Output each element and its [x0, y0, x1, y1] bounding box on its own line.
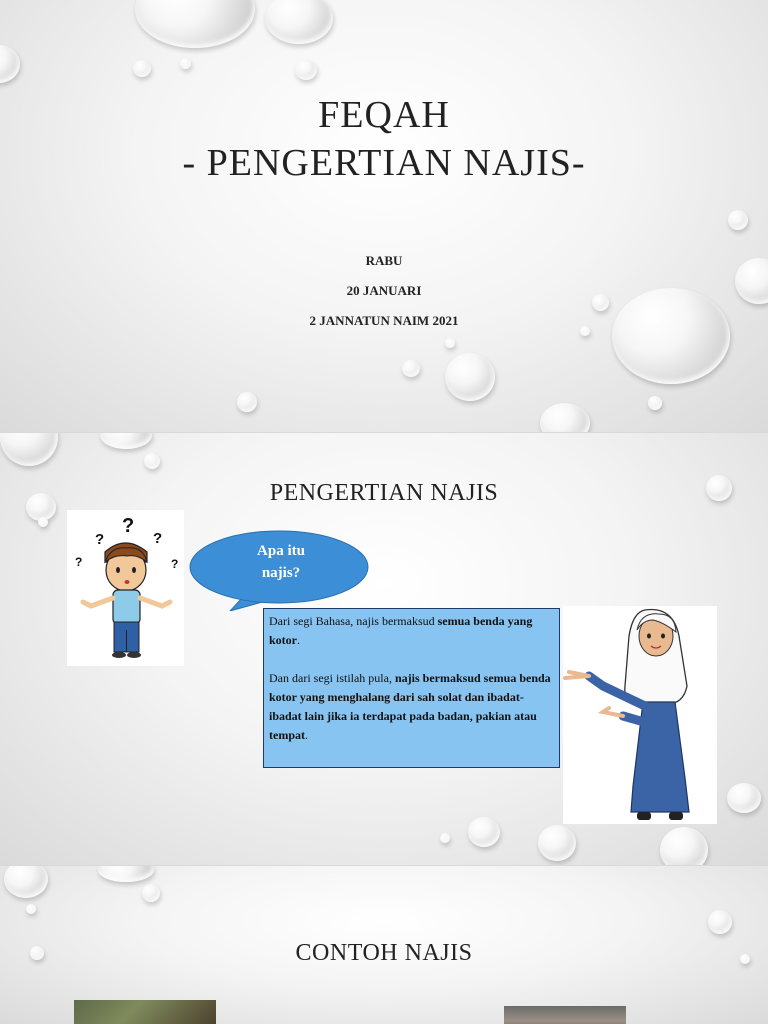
- definition-term-bold: najis bermaksud semua benda kotor yang menghalang dari sah solat dan ibadat-ibadat lain jika ia terdapat pada badan, pakian atau tempat: [269, 671, 551, 742]
- water-drop: [660, 827, 708, 865]
- slide-heading: CONTOH NAJIS: [295, 940, 473, 966]
- water-drop: [133, 60, 151, 77]
- water-drop: [445, 353, 495, 401]
- water-drop: [26, 904, 36, 914]
- water-drop: [612, 288, 730, 384]
- bubble-line-2: najis?: [261, 565, 301, 581]
- water-drop: [468, 817, 500, 847]
- water-drop: [440, 833, 450, 843]
- water-drop: [100, 433, 152, 449]
- water-drop: [648, 396, 662, 410]
- definition-language-bold: semua benda yang kotor: [269, 614, 533, 647]
- water-drop: [237, 392, 257, 412]
- svg-text:?: ?: [171, 557, 179, 571]
- water-drop: [142, 884, 160, 902]
- najis-example-photo-left: [74, 1000, 216, 1024]
- definition-term-plain: Dan dari segi istilah pula,: [269, 671, 395, 685]
- definition-term-end: .: [305, 728, 308, 742]
- water-drop: [144, 453, 160, 469]
- bubble-line-1: Apa itu: [257, 543, 305, 559]
- water-drop: [4, 866, 48, 898]
- slide-definition: [0, 433, 768, 865]
- water-drop: [180, 58, 191, 69]
- water-drop: [0, 45, 20, 83]
- water-drop: [727, 783, 761, 813]
- slide-title-line1: FEQAH: [318, 94, 450, 136]
- water-drop: [295, 60, 317, 80]
- water-drop: [0, 433, 58, 466]
- water-drop: [98, 866, 154, 882]
- water-drop: [135, 0, 255, 48]
- water-drop: [728, 210, 748, 230]
- confused-boy-image: [67, 510, 184, 666]
- slide-heading: PENGERTIAN NAJIS: [269, 480, 499, 506]
- definition-language-plain: Dari segi Bahasa, najis bermaksud: [269, 614, 438, 628]
- water-drop: [265, 0, 333, 44]
- water-drop: [38, 517, 48, 527]
- svg-text:?: ?: [153, 530, 163, 547]
- svg-text:?: ?: [95, 531, 105, 548]
- definition-language-end: .: [297, 633, 300, 647]
- definition-textbox: [263, 608, 560, 768]
- svg-text:?: ?: [75, 555, 83, 569]
- water-drop: [402, 360, 420, 377]
- water-drop: [538, 825, 576, 861]
- subtitle-hijri-date: 2 JANNATUN NAIM 2021: [309, 313, 459, 328]
- slide-title-line2: - PENGERTIAN NAJIS-: [182, 142, 586, 184]
- subtitle-day: RABU: [365, 253, 403, 268]
- slide-examples: [0, 866, 768, 1024]
- water-drop: [540, 403, 590, 432]
- definition-language: [269, 612, 554, 650]
- definition-term: [269, 669, 554, 745]
- water-drop: [708, 910, 732, 934]
- najis-example-photo-right: [504, 1006, 626, 1024]
- svg-text:?: ?: [122, 515, 135, 537]
- teacher-image: [563, 606, 717, 824]
- speech-bubble-text: [236, 540, 326, 584]
- subtitle-date: 20 JANUARI: [346, 283, 422, 298]
- water-drop: [445, 338, 455, 348]
- slide-title: [0, 0, 768, 432]
